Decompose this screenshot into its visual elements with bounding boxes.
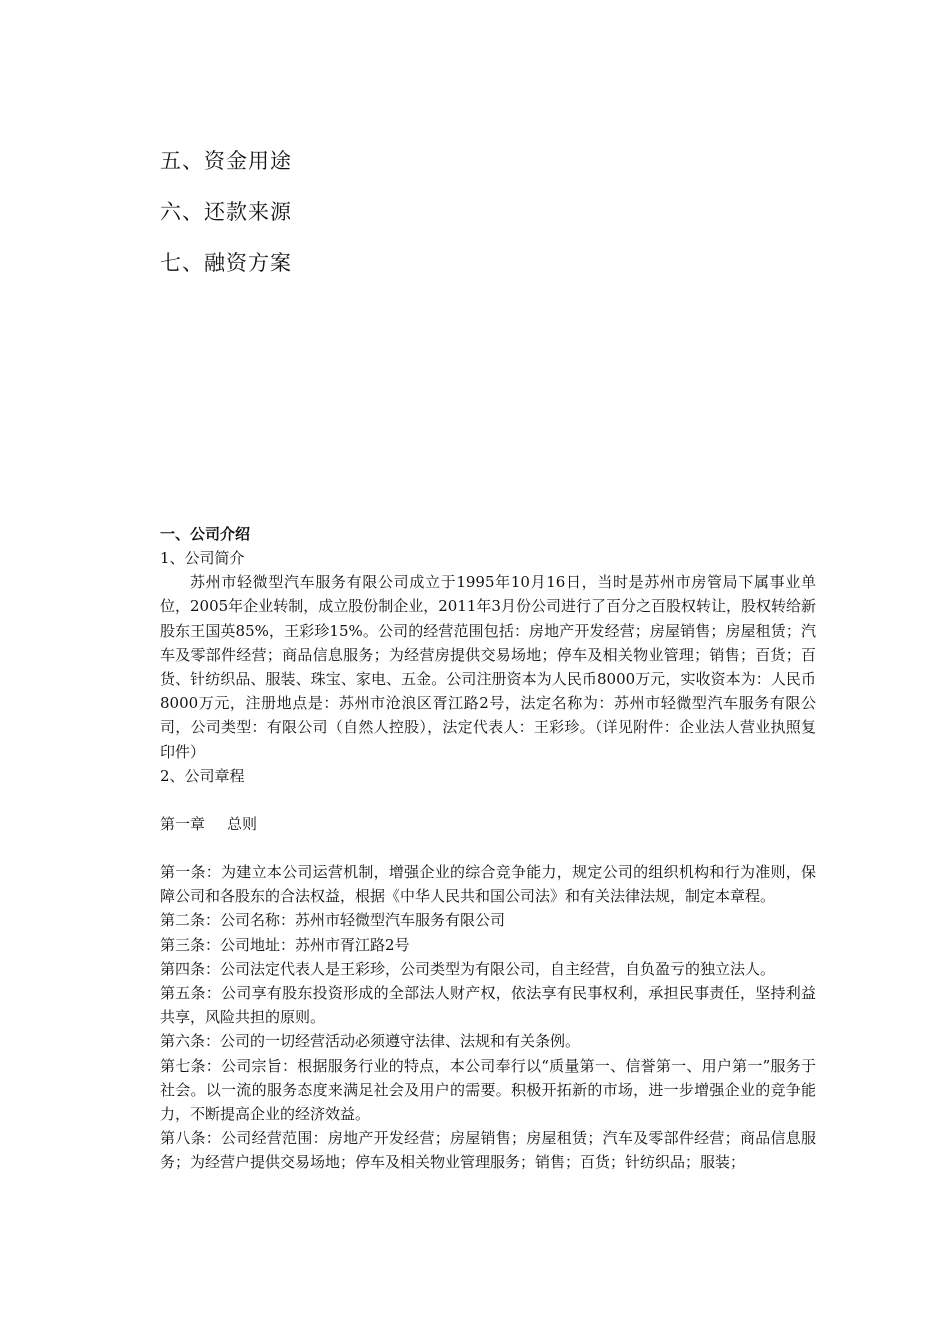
toc-item-funds-usage: 五、资金用途 <box>160 149 292 173</box>
article-7: 第七条：公司宗旨：根据服务行业的特点，本公司奉行以“质量第一、信誉第一、用户第一”服务于社会。以一流的服务态度来满足社会及用户的需要。积极开拓新的市场，进一步增强企业的竞争能力，不断提高企业的经济效益。 <box>160 1056 816 1124</box>
article-3: 第三条：公司地址：苏州市胥江路2号 <box>160 935 410 954</box>
section-heading: 一、公司介绍 <box>160 525 251 543</box>
chapter-label: 第一章 <box>160 815 206 834</box>
article-1: 第一条：为建立本公司运营机制，增强企业的综合竞争能力，规定公司的组织机构和行为准则，保障公司和各股东的合法权益，根据《中华人民共和国公司法》和有关法律法规，制定本章程。 <box>160 863 816 906</box>
article-8: 第八条：公司经营范围：房地产开发经营；房屋销售；房屋租赁；汽车及零部件经营；商品信息服务；为经营户提供交易场地；停车及相关物业管理服务；销售；百货；针纺织品；服装； <box>160 1129 816 1172</box>
company-profile-paragraph: 苏州市轻微型汽车服务有限公司成立于1995年10月16日，当时是苏州市房管局下属事业单位，2005年企业转制，成立股份制企业，2011年3月份公司进行了百分之百股权转让，股权转给新股东王国英85%，王彩珍15%。公司的经营范围包括：房地产开发经营；房屋销售；房屋租赁；汽车及零部件经营；商品信息服务；为经营房提供交易场地；停车及相关物业管理；销售；百货；百货、针纺织品、服装、珠宝、家电、五金。公司注册资本为人民币8000万元，实收资本为：人民币8000万元，注册地点是：苏州市沧浪区胥江路2号，法定名称为：苏州市轻微型汽车服务有限公司，公司类型：有限公司（自然人控股），法定代表人：王彩珍。（详见附件：企业法人营业执照复印件） <box>160 573 816 761</box>
subsection-title-articles: 2、公司章程 <box>160 766 245 785</box>
article-4: 第四条：公司法定代表人是王彩珍，公司类型为有限公司，自主经营，自负盈亏的独立法人。 <box>160 959 776 978</box>
subsection-title-profile: 1、公司简介 <box>160 549 245 567</box>
toc-item-repayment-source: 六、还款来源 <box>160 200 292 224</box>
blank-line <box>160 788 816 812</box>
chapter-title: 总则 <box>227 815 258 834</box>
article-2: 第二条：公司名称：苏州市轻微型汽车服务有限公司 <box>160 911 506 930</box>
blank-line <box>160 836 816 860</box>
table-of-contents <box>160 144 560 297</box>
article-5: 第五条：公司享有股东投资形成的全部法人财产权，依法享有民事权利，承担民事责任，坚持利益共享，风险共担的原则。 <box>160 984 816 1027</box>
document-body <box>160 522 816 1175</box>
chapter-heading <box>160 812 816 836</box>
toc-item-financing-plan: 七、融资方案 <box>160 251 292 275</box>
article-6: 第六条：公司的一切经营活动必须遵守法律、法规和有关条例。 <box>160 1032 581 1051</box>
